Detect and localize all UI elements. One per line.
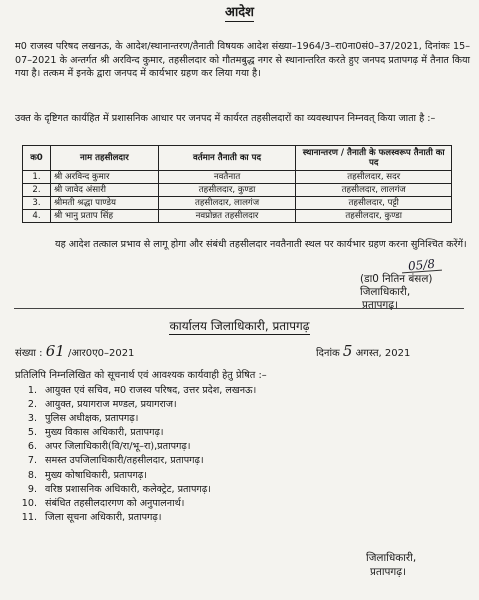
table-header: वर्तमान तैनाती का पद [158, 146, 296, 171]
table-row [23, 171, 452, 184]
closing-designation: जिलाधिकारी, [366, 552, 417, 564]
reference-handwritten-number: 61 [45, 342, 65, 360]
table-cell: तहसीलदार, कुण्डा [158, 184, 296, 197]
reference-date [316, 342, 411, 360]
date-rest: अगस्त, 2021 [355, 348, 411, 359]
table-cell: तहसीलदार, पट्टी [296, 197, 452, 210]
list-item: 3. पुलिस अधीक्षक, प्रतापगढ़। [27, 413, 139, 425]
table-cell: श्री अरविन्द कुमार [50, 171, 158, 184]
list-item: 11. जिला सूचना अधिकारी, प्रतापगढ़। [21, 511, 162, 523]
signatory-place: प्रतापगढ़। [362, 299, 399, 311]
table-cell: श्री जावेद अंसारी [50, 184, 158, 197]
table-cell: नवप्रोन्नत तहसीलदार [158, 210, 296, 223]
table-header: क0 [23, 146, 51, 171]
table-row [23, 210, 452, 223]
list-item: 1. आयुक्त एवं सचिव, म0 राजस्व परिषद, उत्तर प्रदेश, लखनऊ। [27, 385, 257, 396]
table-row [23, 197, 452, 210]
list-item: 7. समस्त उपजिलाधिकारी/तहसीलदार, प्रतापगढ़। [27, 455, 204, 467]
table-row [23, 184, 452, 197]
signatory-designation: जिलाधिकारी, [360, 286, 411, 298]
copy-list [15, 384, 256, 525]
reference-number [15, 342, 135, 360]
order-closing: यह आदेश तत्काल प्रभाव से लागू होगा और संबंधी तहसीलदार नवतैनाती स्थल पर कार्यभार ग्रहण करना सुनिश्चित करेंगें। [55, 239, 467, 250]
reference-prefix: संख्या : [15, 348, 43, 359]
order-paragraph-2: उक्त के दृष्टिगत कार्यहित में प्रशासनिक आधार पर जनपद में कार्यरत तहसीलदारों का व्यवस्थापन निम्नवत् किया जाता है :– [15, 113, 436, 124]
table-cell: तहसीलदार, लालगंज [158, 197, 296, 210]
table-header-row [23, 146, 452, 171]
list-item: 2. आयुक्त, प्रयागराज मण्डल, प्रयागराज। [27, 399, 177, 411]
list-item: 9. वरिष्ठ प्रशासनिक अधिकारी, कलेक्ट्रेट, प्रतापगढ़। [27, 483, 211, 495]
list-item: 5. मुख्य विकास अधिकारी, प्रतापगढ़। [27, 427, 164, 439]
table-cell: तहसीलदार, लालगंज [296, 184, 452, 197]
table-cell: नवतैनात [158, 171, 296, 184]
table-cell: 2. [23, 184, 51, 197]
copy-heading: प्रतिलिपि निम्नलिखित को सूचनार्थ एवं आवश्यक कार्यवाही हेतु प्रेषित :– [15, 370, 267, 381]
section-divider [14, 308, 464, 309]
table-cell: 1. [23, 171, 51, 184]
table-cell: तहसीलदार, कुण्डा [296, 210, 452, 223]
list-item: 8. मुख्य कोषाधिकारी, प्रतापगढ़। [27, 469, 147, 481]
closing-place: प्रतापगढ़। [370, 566, 407, 578]
table-header: नाम तहसीलदार [50, 146, 158, 171]
table-cell: श्रीमती श्रद्धा पाण्डेय [50, 197, 158, 210]
table-cell: 4. [23, 210, 51, 223]
office-heading: कार्यालय जिलाधिकारी, प्रतापगढ़ [169, 319, 310, 333]
reference-suffix: /आर0ए0–2021 [68, 348, 135, 359]
list-item: 10. संबंधित तहसीलदारगण को अनुपालनार्थ। [21, 497, 185, 509]
signatory-name: (डा0 नितिन बंसल) [360, 273, 433, 285]
table-cell: श्री भानु प्रताप सिंह [50, 210, 158, 223]
list-item: 6. अपर जिलाधिकारी(वि/रा/भू–रा),प्रतापगढ़। [27, 441, 191, 453]
order-paragraph-1: म0 राजस्व परिषद लखनऊ, के आदेश/स्थानान्तरण/तैनाती विषयक आदेश संख्या–1964/3–रा0ना0सं0–37/2021, दिनांकः 15–07–2021 के अन्तर्गत श्री अरविन्द कुमार, तहसीलदार को गौतमबुद्ध नगर से स्थानान्तरित करते हुए जनपद प्रतापगढ़ में तैनात किया गया है। तत्कम में इनके द्वारा जनपद में कार्यभार ग्रहण कर लिया गया है। [15, 41, 470, 79]
table-cell: 3. [23, 197, 51, 210]
handwritten-signature: 05/8 [407, 256, 436, 274]
posting-table [22, 145, 452, 223]
order-title: आदेश [224, 5, 255, 20]
date-handwritten-day: 5 [342, 342, 353, 360]
date-prefix: दिनांक [316, 348, 340, 359]
table-header: स्थानान्तरण / तैनाती के फलस्वरूप तैनाती का पद [296, 146, 452, 171]
table-cell: तहसीलदार, सदर [296, 171, 452, 184]
